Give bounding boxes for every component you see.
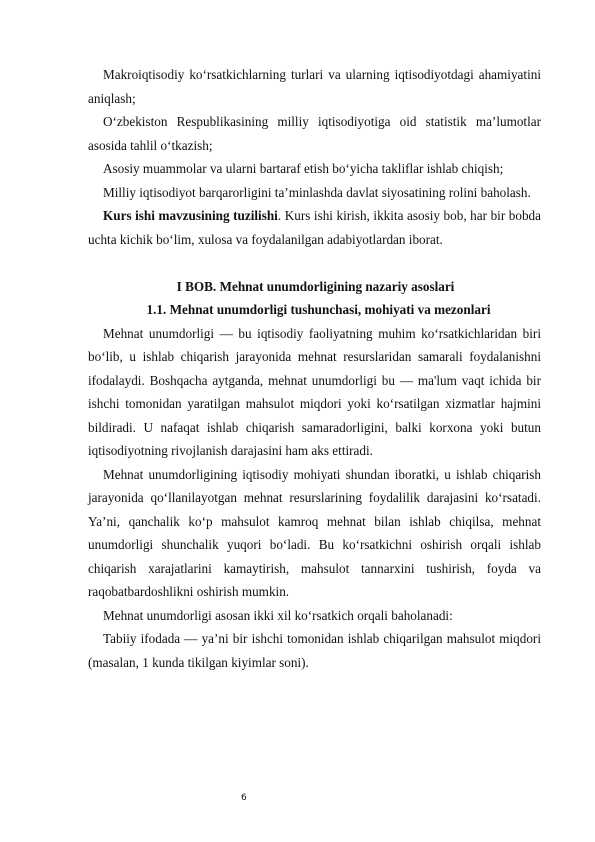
body-paragraph-2: Mehnat unumdorligining iqtisodiy mohiyati shundan iboratki, u ishlab chiqarish jarayonida qo‘llanilayotgan mehnat resurslarining foydalilik darajasini ko‘rsatadi. Ya’ni, qanchalik ko‘p mahsulot kamroq mehnat bilan ishlab chiqilsa, mehnat unumdorligi shunchalik yuqori bo‘ladi. Bu ko‘rsatkichni oshirish orqali ishlab chiqarish xarajatlarini kamaytirish, mahsulot tannarxini tushirish, foyda va raqobatbardoshlikni oshirish mumkin.: [88, 466, 541, 599]
objective-paragraph-1: Makroiqtisodiy ko‘rsatkichlarning turlari va ularning iqtisodiyotdagi ahamiyatini aniqlash;: [88, 67, 541, 106]
chapter-title: I BOB. Mehnat unumdorligining nazariy asoslari: [176, 278, 455, 294]
objective-paragraph-2: O‘zbekiston Respublikasining milliy iqtisodiyotiga oid statistik ma’lumotlar asosida tahlil o‘tkazish;: [88, 114, 541, 153]
body-paragraph-1: Mehnat unumdorligi — bu iqtisodiy faoliyatning muhim ko‘rsatkichlaridan biri bo‘lib, u ishlab chiqarish jarayonida mehnat resurslaridan samarali foydalanishni ifodalaydi. Boshqacha aytganda, mehnat unumdorligi bu — ma'lum vaqt ichida bir ishchi tomonidan yaratilgan mahsulot miqdori yoki ko‘rsatilgan xizmatlar hajmini bildiradi. U nafaqat ishlab chiqarish samaradorligini, balki korxona yoki butun iqtisodiyotning rivojlanish darajasini ham aks ettiradi.: [88, 325, 541, 458]
structure-lead: Kurs ishi mavzusining tuzilishi: [103, 208, 278, 223]
structure-text: . Kurs ishi kirish, ikkita asosiy bob, har bir bobda uchta kichik bo‘lim, xulosa va foydalanilgan adabiyotlardan iborat.: [88, 208, 542, 247]
objective-paragraph-4: Milliy iqtisodiyot barqarorligini ta’minlashda davlat siyosatining rolini baholash.: [103, 184, 531, 200]
page-number: 6: [241, 793, 247, 803]
section-title: 1.1. Mehnat unumdorligi tushunchasi, mohiyati va mezonlari: [146, 302, 491, 317]
structure-paragraph: [88, 204, 541, 251]
body-paragraph-4: Tabiiy ifodada — ya’ni bir ishchi tomonidan ishlab chiqarilgan mahsulot miqdori (masalan, 1 kunda tikilgan kiyimlar soni).: [88, 631, 541, 670]
body-paragraph-3: Mehnat unumdorligi asosan ikki xil ko‘rsatkich orqali baholanadi:: [103, 607, 453, 623]
blank-line: [88, 251, 541, 275]
page-body: [88, 63, 541, 674]
objective-paragraph-3: Asosiy muammolar va ularni bartaraf etish bo‘yicha takliflar ishlab chiqish;: [103, 161, 504, 176]
